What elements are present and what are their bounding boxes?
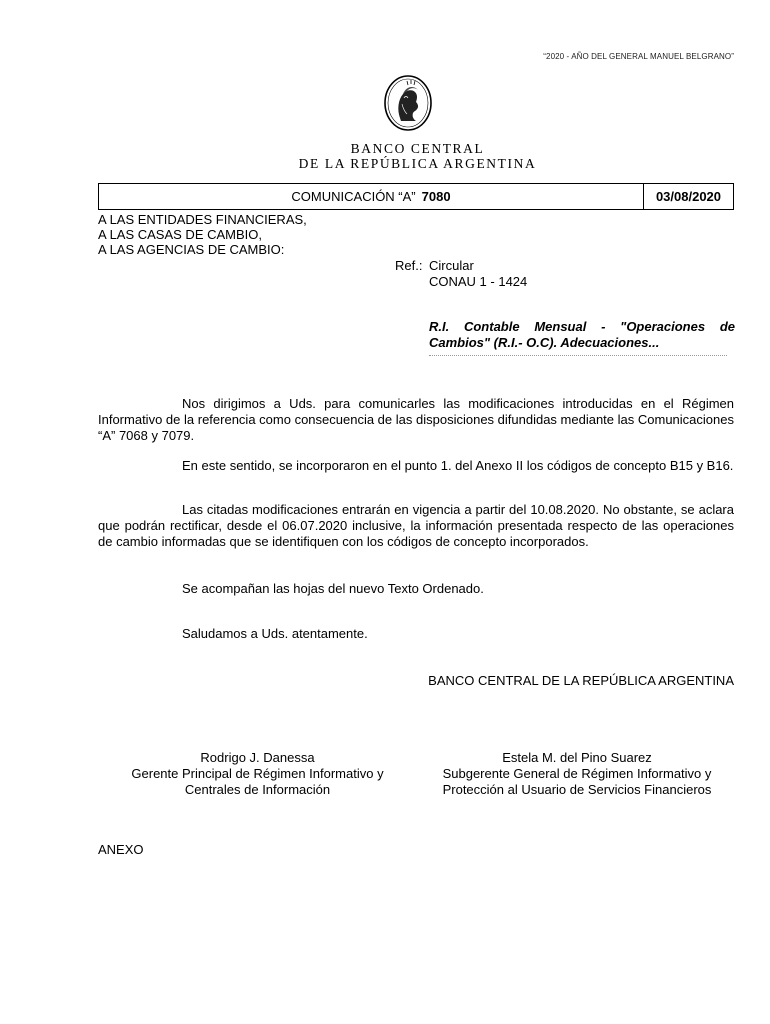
addressee-line: A LAS AGENCIAS DE CAMBIO:	[98, 242, 285, 257]
signer-name: Estela M. del Pino Suarez	[502, 750, 652, 765]
addressee-line: A LAS CASAS DE CAMBIO,	[98, 227, 262, 242]
reference-subject: R.I. Contable Mensual - "Operaciones de Cambios" (R.I.- O.C). Adecuaciones...	[429, 319, 735, 350]
communication-number: 7080	[421, 189, 451, 204]
header-motto: “2020 - AÑO DEL GENERAL MANUEL BELGRANO”	[543, 52, 734, 61]
signer-title: Subgerente General de Régimen Informativo y	[442, 766, 712, 781]
communication-date: 03/08/2020	[655, 189, 722, 204]
signature-block	[110, 750, 405, 798]
signer-title: Centrales de Información	[184, 782, 331, 797]
bank-name-line2: DE LA REPÚBLICA ARGENTINA	[298, 156, 537, 171]
subject-divider	[429, 355, 727, 356]
bank-seal-logo-icon	[383, 74, 433, 132]
reference-code: CONAU 1 - 1424	[429, 274, 528, 289]
bank-name-line1: BANCO CENTRAL	[350, 141, 485, 156]
body-paragraph: Las citadas modificaciones entrarán en vigencia a partir del 10.08.2020. No obstante, se aclara que podrán rectificar, desde el 06.07.2020 inclusive, la información presentada respecto de las operaciones de cambio informadas que se identifiquen con los códigos de concepto incorporados.	[98, 502, 734, 549]
signer-title: Gerente Principal de Régimen Informativo y	[131, 766, 384, 781]
signer-name: Rodrigo J. Danessa	[200, 750, 315, 765]
body-paragraph: Nos dirigimos a Uds. para comunicarles las modificaciones introducidas en el Régimen Informativo de la referencia como consecuencia de las disposiciones difundidas mediante las Comunicaciones “A” 7068 y 7079.	[98, 396, 734, 443]
communication-label: COMUNICACIÓN “A”	[291, 189, 416, 204]
reference-circular: Circular	[429, 258, 474, 273]
signature-block	[420, 750, 734, 798]
greeting: Saludamos a Uds. atentamente.	[182, 626, 368, 641]
body-paragraph: Se acompañan las hojas del nuevo Texto Ordenado.	[182, 581, 484, 596]
signer-title: Protección al Usuario de Servicios Financieros	[442, 782, 712, 797]
closing-bank-name: BANCO CENTRAL DE LA REPÚBLICA ARGENTINA	[428, 673, 734, 688]
communication-title	[99, 184, 644, 209]
reference-label: Ref.:	[395, 258, 423, 273]
addressee-line: A LAS ENTIDADES FINANCIERAS,	[98, 212, 307, 227]
annex-label: ANEXO	[98, 842, 144, 857]
communication-box	[98, 183, 734, 210]
body-paragraph: En este sentido, se incorporaron en el punto 1. del Anexo II los códigos de concepto B15 y B16.	[182, 458, 734, 473]
